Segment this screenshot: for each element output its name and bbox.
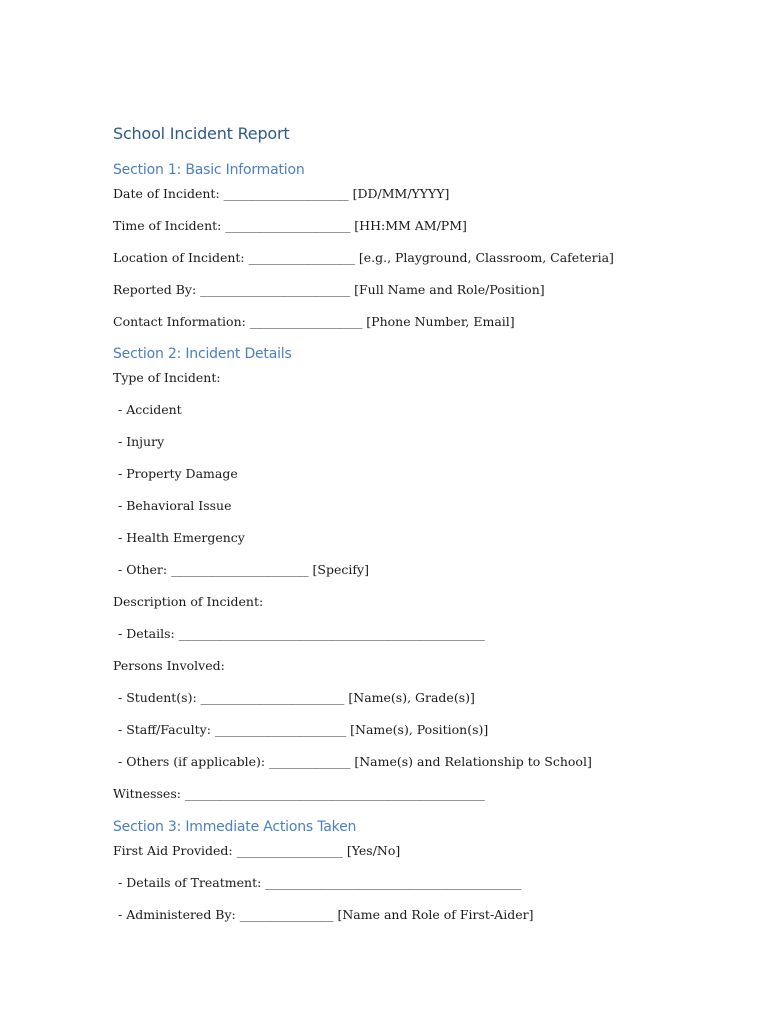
- time-of-incident-field: Time of Incident: ____________________ [HH:MM AM/PM]: [113, 218, 467, 233]
- incident-type-accident: - Accident: [118, 402, 182, 417]
- description-of-incident-label: Description of Incident:: [113, 594, 264, 609]
- administered-by-field: - Administered By: _______________ [Name and Role of First-Aider]: [118, 907, 534, 922]
- section-1-heading: Section 1: Basic Information: [113, 162, 305, 178]
- document-title: School Incident Report: [113, 124, 290, 143]
- witnesses-field: Witnesses: ________________________________________________: [113, 786, 485, 801]
- first-aid-provided-field: First Aid Provided: _________________ [Yes/No]: [113, 843, 401, 858]
- contact-information-field: Contact Information: __________________ [Phone Number, Email]: [113, 314, 515, 329]
- incident-type-health-emergency: - Health Emergency: [118, 530, 245, 545]
- incident-type-behavioral-issue: - Behavioral Issue: [118, 498, 232, 513]
- incident-type-property-damage: - Property Damage: [118, 466, 238, 481]
- others-involved-field: - Others (if applicable): _____________ [Name(s) and Relationship to School]: [118, 754, 592, 769]
- date-of-incident-field: Date of Incident: ____________________ [DD/MM/YYYY]: [113, 186, 450, 201]
- details-of-treatment-field: - Details of Treatment: _________________________________________: [118, 875, 522, 890]
- students-involved-field: - Student(s): _______________________ [Name(s), Grade(s)]: [118, 690, 475, 705]
- reported-by-field: Reported By: ________________________ [Full Name and Role/Position]: [113, 282, 545, 297]
- incident-type-injury: - Injury: [118, 434, 165, 449]
- staff-faculty-involved-field: - Staff/Faculty: _____________________ [Name(s), Position(s)]: [118, 722, 489, 737]
- incident-type-other-field: - Other: ______________________ [Specify]: [118, 562, 369, 577]
- section-2-heading: Section 2: Incident Details: [113, 346, 292, 362]
- type-of-incident-label: Type of Incident:: [113, 370, 221, 385]
- section-3-heading: Section 3: Immediate Actions Taken: [113, 819, 357, 835]
- incident-details-field: - Details: _________________________________________________: [118, 626, 485, 641]
- location-of-incident-field: Location of Incident: _________________ [e.g., Playground, Classroom, Cafeteria]: [113, 250, 614, 265]
- persons-involved-label: Persons Involved:: [113, 658, 225, 673]
